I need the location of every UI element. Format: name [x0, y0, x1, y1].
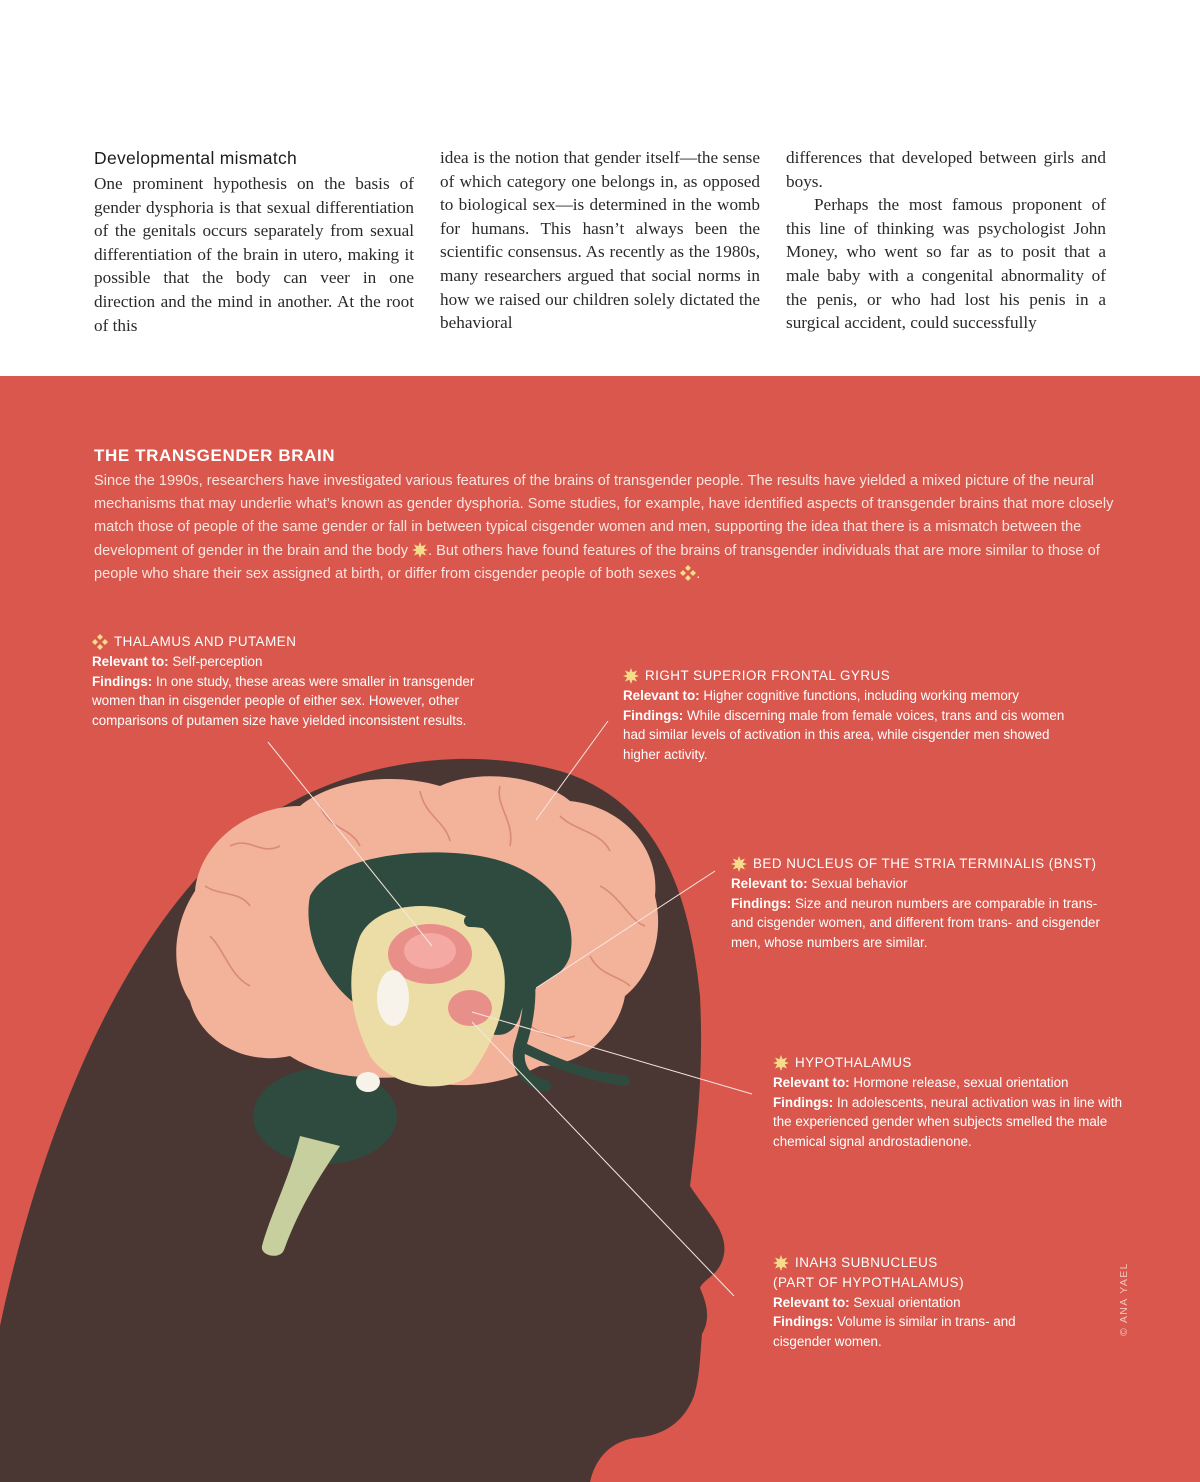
- article-paragraph: One prominent hypothesis on the basis of gender dysphoria is that sexual differentiation of the genitals occurs separately from sexual differentiation of the brain in utero, making it possible that the body can veer in one direction and the mind in another. At the root of this: [94, 174, 414, 335]
- region-name: THALAMUS AND PUTAMEN: [114, 634, 297, 649]
- intro-text: . But others have found features of the brains of transgender individuals that are more similar to those of people who share their sex assigned at birth, or differ from cisgender people of both sexes: [94, 542, 1100, 582]
- findings-label: Findings:: [773, 1314, 834, 1330]
- intro-text: Since the 1990s, researchers have investigated various features of the brains of transgender people. The results have yielded a mixed picture of the neural mechanisms that may underlie what’s known as gender dysphoria. Some studies, for example, have identified aspects of transgender brains that more closely match those of people of the same gender or fall in between typical cisgender women and men, supporting the idea that there is a mismatch between the development of gender in the brain and the body: [94, 473, 1114, 559]
- illustration-credit: © ANA YAEL: [1118, 1262, 1130, 1336]
- region-name: INAH3 SUBNUCLEUS: [795, 1255, 938, 1270]
- relevant-value: Sexual orientation: [853, 1294, 961, 1310]
- findings-value: Volume is similar in trans- and cisgender women.: [773, 1314, 1016, 1350]
- relevant-value: Hormone release, sexual orientation: [853, 1074, 1069, 1090]
- findings-value: In one study, these areas were smaller in transgender women than in cisgender people of either sex. However, other comparisons of putamen size have yielded inconsistent results.: [92, 673, 475, 729]
- diamond-cluster-icon: [680, 565, 696, 581]
- hypothalamus: [448, 990, 492, 1026]
- findings-label: Findings:: [623, 707, 684, 723]
- article-column-1: [94, 146, 414, 337]
- article-paragraph: differences that developed between girls and boys.: [786, 148, 1106, 191]
- sunburst-icon: [412, 542, 428, 558]
- relevant-value: Self-perception: [172, 653, 263, 669]
- findings-value: While discerning male from female voices, trans and cis women had similar levels of activation in this area, while cisgender men showed higher activity.: [623, 707, 1065, 763]
- findings-value: Size and neuron numbers are comparable in trans- and cisgender women, and different from trans- and cisgender men, whose numbers are similar.: [731, 895, 1100, 951]
- callout-bnst: [731, 854, 1111, 953]
- infographic-panel: [0, 376, 1200, 1482]
- findings-label: Findings:: [773, 1094, 834, 1110]
- region-name: BED NUCLEUS OF THE STRIA TERMINALIS (BNST): [753, 856, 1097, 871]
- callout-inah3: [773, 1253, 1073, 1352]
- relevant-label: Relevant to:: [92, 653, 169, 669]
- region-name: RIGHT SUPERIOR FRONTAL GYRUS: [645, 668, 891, 683]
- callout-frontal-gyrus: [623, 666, 1073, 765]
- relevant-label: Relevant to:: [773, 1074, 850, 1090]
- intro-text: .: [696, 565, 701, 582]
- callout-thalamus-putamen: [92, 632, 492, 731]
- infographic-title: THE TRANSGENDER BRAIN: [94, 446, 336, 465]
- section-heading: Developmental mismatch: [94, 148, 298, 168]
- sunburst-icon: [773, 1055, 789, 1071]
- callout-hypothalamus: [773, 1053, 1123, 1152]
- diamond-cluster-icon: [92, 634, 108, 650]
- findings-value: In adolescents, neural activation was in line with the experienced gender when subjects smelled the male chemical signal androstadienone.: [773, 1094, 1123, 1150]
- article-column-3: [786, 146, 1106, 335]
- relevant-label: Relevant to:: [623, 687, 700, 703]
- relevant-label: Relevant to:: [773, 1294, 850, 1310]
- article-section: [0, 0, 1200, 376]
- infographic-intro: [94, 470, 1134, 586]
- sunburst-icon: [731, 856, 747, 872]
- findings-label: Findings:: [731, 895, 792, 911]
- article-paragraph: idea is the notion that gender itself—the sense of which category one belongs in, as opposed to biological sex—is determined in the womb for humans. This hasn’t always been the scientific consensus. As recently as the 1980s, many researchers argued that social norms in how we raised our children solely dictated the behavioral: [440, 148, 760, 333]
- region-name: HYPOTHALAMUS: [795, 1055, 912, 1070]
- relevant-value: Higher cognitive functions, including working memory: [703, 687, 1019, 703]
- article-column-2: [440, 146, 760, 335]
- relevant-value: Sexual behavior: [811, 875, 908, 891]
- article-paragraph: Perhaps the most famous proponent of this line of thinking was psychologist John Money, who went so far as to posit that a male baby with a congenital abnormality of the penis, or who had lost his penis in a surgical accident, could successfully: [786, 195, 1106, 333]
- region-name-subtitle: (PART OF HYPOTHALAMUS): [773, 1274, 965, 1290]
- relevant-label: Relevant to:: [731, 875, 808, 891]
- findings-label: Findings:: [92, 673, 153, 689]
- sunburst-icon: [773, 1255, 789, 1271]
- sunburst-icon: [623, 668, 639, 684]
